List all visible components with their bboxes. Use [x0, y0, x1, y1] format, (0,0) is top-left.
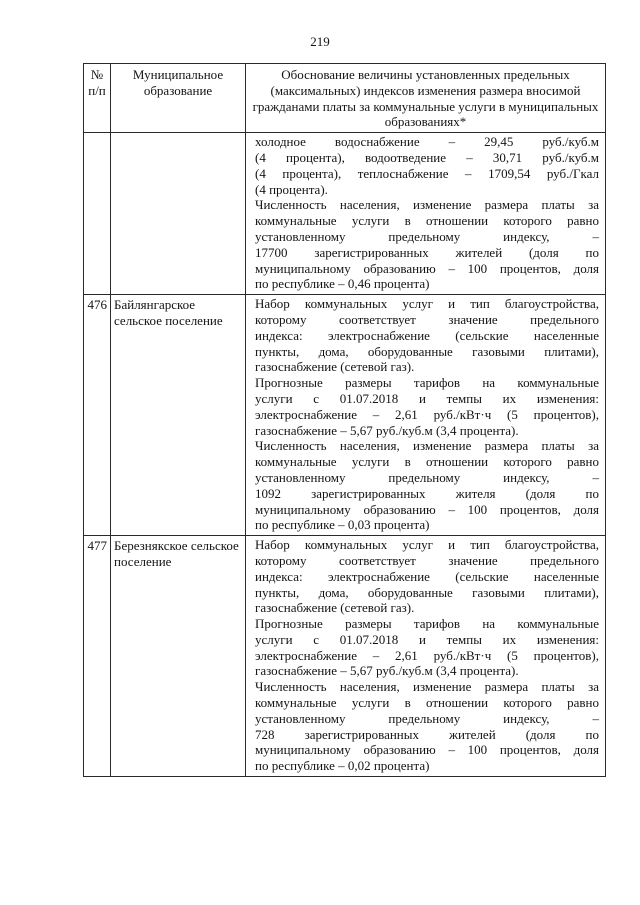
justification-paragraph: [255, 134, 599, 197]
justification-cell: [246, 295, 606, 536]
text-line: которому соответствует значение предельного: [255, 552, 599, 568]
text-line: коммунальные услуги в отношении которого равно: [255, 213, 599, 229]
text-line: 17700 зарегистрированных жителей (доля по: [255, 244, 599, 260]
justification-paragraph: [255, 197, 599, 292]
table-row: [84, 133, 606, 295]
justification-paragraph: [255, 296, 599, 375]
justification-paragraph: [255, 438, 599, 533]
text-line: индекса: электроснабжение (сельские населенные: [255, 568, 599, 584]
justification-paragraph: [255, 537, 599, 616]
row-number: [84, 133, 111, 295]
text-line: (4 процента), водоотведение – 30,71 руб./куб.м: [255, 149, 599, 165]
row-number: 477: [84, 536, 111, 777]
text-line: газоснабжение – 5,67 руб./куб.м (3,4 процента).: [255, 663, 519, 679]
text-line: газоснабжение – 5,67 руб./куб.м (3,4 процента).: [255, 422, 519, 438]
text-line: пункты, дома, оборудованные газовыми плитами),: [255, 343, 599, 359]
text-line: холодное водоснабжение – 29,45 руб./куб.м: [255, 134, 599, 150]
justification-cell: [246, 133, 606, 295]
municipality-name: [111, 133, 246, 295]
text-line: Набор коммунальных услуг и тип благоустройства,: [255, 296, 599, 312]
text-line: электроснабжение – 2,61 руб./кВт·ч (5 процентов),: [255, 406, 599, 422]
municipality-name: Байлянгарское сельское поселение: [111, 295, 246, 536]
text-line: услуги с 01.07.2018 и темпы их изменения:: [255, 631, 599, 647]
text-line: муниципальному образованию – 100 процентов, доля: [255, 260, 599, 276]
text-line: индекса: электроснабжение (сельские населенные: [255, 327, 599, 343]
table-row: [84, 536, 606, 777]
justification-paragraph: [255, 616, 599, 679]
text-line: услуги с 01.07.2018 и темпы их изменения:: [255, 390, 599, 406]
indices-table: [83, 63, 606, 777]
table-header-row: [84, 64, 606, 133]
text-line: пункты, дома, оборудованные газовыми плитами),: [255, 584, 599, 600]
justification-paragraph: [255, 375, 599, 438]
text-line: муниципальному образованию – 100 процентов, доля: [255, 501, 599, 517]
text-line: газоснабжение (сетевой газ).: [255, 359, 415, 375]
text-line: коммунальные услуги в отношении которого равно: [255, 695, 599, 711]
text-line: Набор коммунальных услуг и тип благоустройства,: [255, 537, 599, 553]
row-number: 476: [84, 295, 111, 536]
justification-cell: [246, 536, 606, 777]
text-line: по республике – 0,02 процента): [255, 758, 430, 774]
text-line: установленному предельному индексу, –: [255, 469, 599, 485]
header-num: № п/п: [84, 64, 111, 133]
text-line: муниципальному образованию – 100 процентов, доля: [255, 742, 599, 758]
header-municipality: Муниципальное образование: [111, 64, 246, 133]
text-line: Прогнозные размеры тарифов на коммунальные: [255, 616, 599, 632]
page-number: 219: [310, 34, 330, 49]
text-line: (4 процента), теплоснабжение – 1709,54 руб./Гкал: [255, 165, 599, 181]
text-line: Численность населения, изменение размера платы за: [255, 679, 599, 695]
header-justification: Обоснование величины установленных предельных (максимальных) индексов изменения размера вносимой гражданами платы за коммунальные услуги в муниципальных образованиях*: [246, 64, 606, 133]
text-line: (4 процента).: [255, 181, 328, 197]
text-line: Прогнозные размеры тарифов на коммунальные: [255, 375, 599, 391]
municipality-name: Березнякское сельское поселение: [111, 536, 246, 777]
text-line: по республике – 0,46 процента): [255, 276, 430, 292]
text-line: которому соответствует значение предельного: [255, 311, 599, 327]
text-line: 1092 зарегистрированных жителя (доля по: [255, 485, 599, 501]
text-line: по республике – 0,03 процента): [255, 517, 430, 533]
text-line: установленному предельному индексу, –: [255, 710, 599, 726]
text-line: Численность населения, изменение размера платы за: [255, 197, 599, 213]
justification-paragraph: [255, 679, 599, 774]
table-row: [84, 295, 606, 536]
text-line: газоснабжение (сетевой газ).: [255, 600, 415, 616]
text-line: 728 зарегистрированных жителей (доля по: [255, 726, 599, 742]
text-line: Численность населения, изменение размера платы за: [255, 438, 599, 454]
text-line: коммунальные услуги в отношении которого равно: [255, 454, 599, 470]
text-line: электроснабжение – 2,61 руб./кВт·ч (5 процентов),: [255, 647, 599, 663]
text-line: установленному предельному индексу, –: [255, 228, 599, 244]
